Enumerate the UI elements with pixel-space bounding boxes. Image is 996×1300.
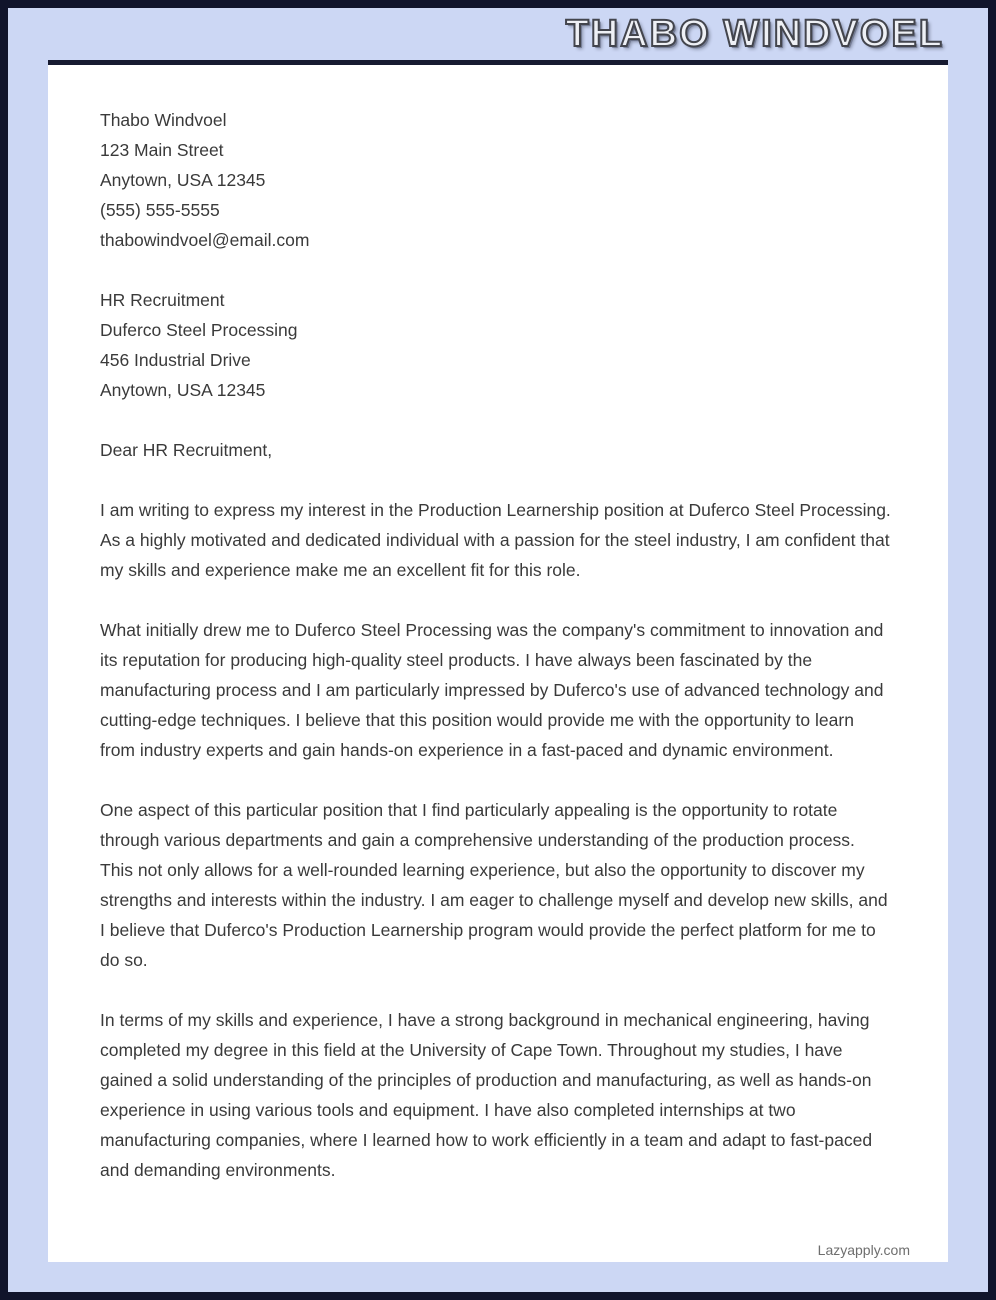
recipient-address bbox=[100, 285, 892, 405]
sender-email: thabowindvoel@email.com bbox=[100, 230, 310, 250]
recipient-name: HR Recruitment bbox=[100, 290, 225, 310]
recipient-street: 456 Industrial Drive bbox=[100, 350, 251, 370]
letter-page bbox=[48, 60, 948, 1262]
letter-paragraph: In terms of my skills and experience, I have a strong background in mechanical engineering, having completed my degree in this field at the University of Cape Town. Throughout my studies, I have gained a solid understanding of the principles of production and manufacturing, as well as hands-on experience in using various tools and equipment. I have also completed internships at two manufacturing companies, where I learned how to work efficiently in a team and adapt to fast-paced and demanding environments. bbox=[100, 1010, 873, 1180]
page-header bbox=[8, 8, 988, 60]
sender-street: 123 Main Street bbox=[100, 140, 224, 160]
letter-paragraph: One aspect of this particular position that I find particularly appealing is the opportunity to rotate through various departments and gain a comprehensive understanding of the production process. This not only allows for a well-rounded learning experience, but also the opportunity to discover my strengths and interests within the industry. I am eager to challenge myself and develop new skills, and I believe that Duferco's Production Learnership program would provide the perfect platform for me to do so. bbox=[100, 800, 888, 970]
salutation: Dear HR Recruitment, bbox=[100, 440, 273, 460]
sender-city: Anytown, USA 12345 bbox=[100, 170, 266, 190]
sender-name: Thabo Windvoel bbox=[100, 110, 227, 130]
recipient-company: Duferco Steel Processing bbox=[100, 320, 298, 340]
recipient-city: Anytown, USA 12345 bbox=[100, 380, 266, 400]
letter-body bbox=[100, 105, 892, 1185]
sender-address bbox=[100, 105, 892, 255]
letter-paragraph: I am writing to express my interest in the Production Learnership position at Duferco Steel Processing. As a highly motivated and dedicated individual with a passion for the steel industry, I am confident that my skills and experience make me an excellent fit for this role. bbox=[100, 500, 891, 580]
applicant-name-heading: THABO WINDVOEL bbox=[565, 12, 944, 55]
letter-paragraph: What initially drew me to Duferco Steel Processing was the company's commitment to innovation and its reputation for producing high-quality steel products. I have always been fascinated by the manufacturing process and I am particularly impressed by Duferco's use of advanced technology and cutting-edge techniques. I believe that this position would provide me with the opportunity to learn from industry experts and gain hands-on experience in a fast-paced and dynamic environment. bbox=[100, 620, 884, 760]
lazyapply-watermark-link[interactable]: Lazyapply.com bbox=[817, 1242, 910, 1258]
sender-phone: (555) 555-5555 bbox=[100, 200, 220, 220]
